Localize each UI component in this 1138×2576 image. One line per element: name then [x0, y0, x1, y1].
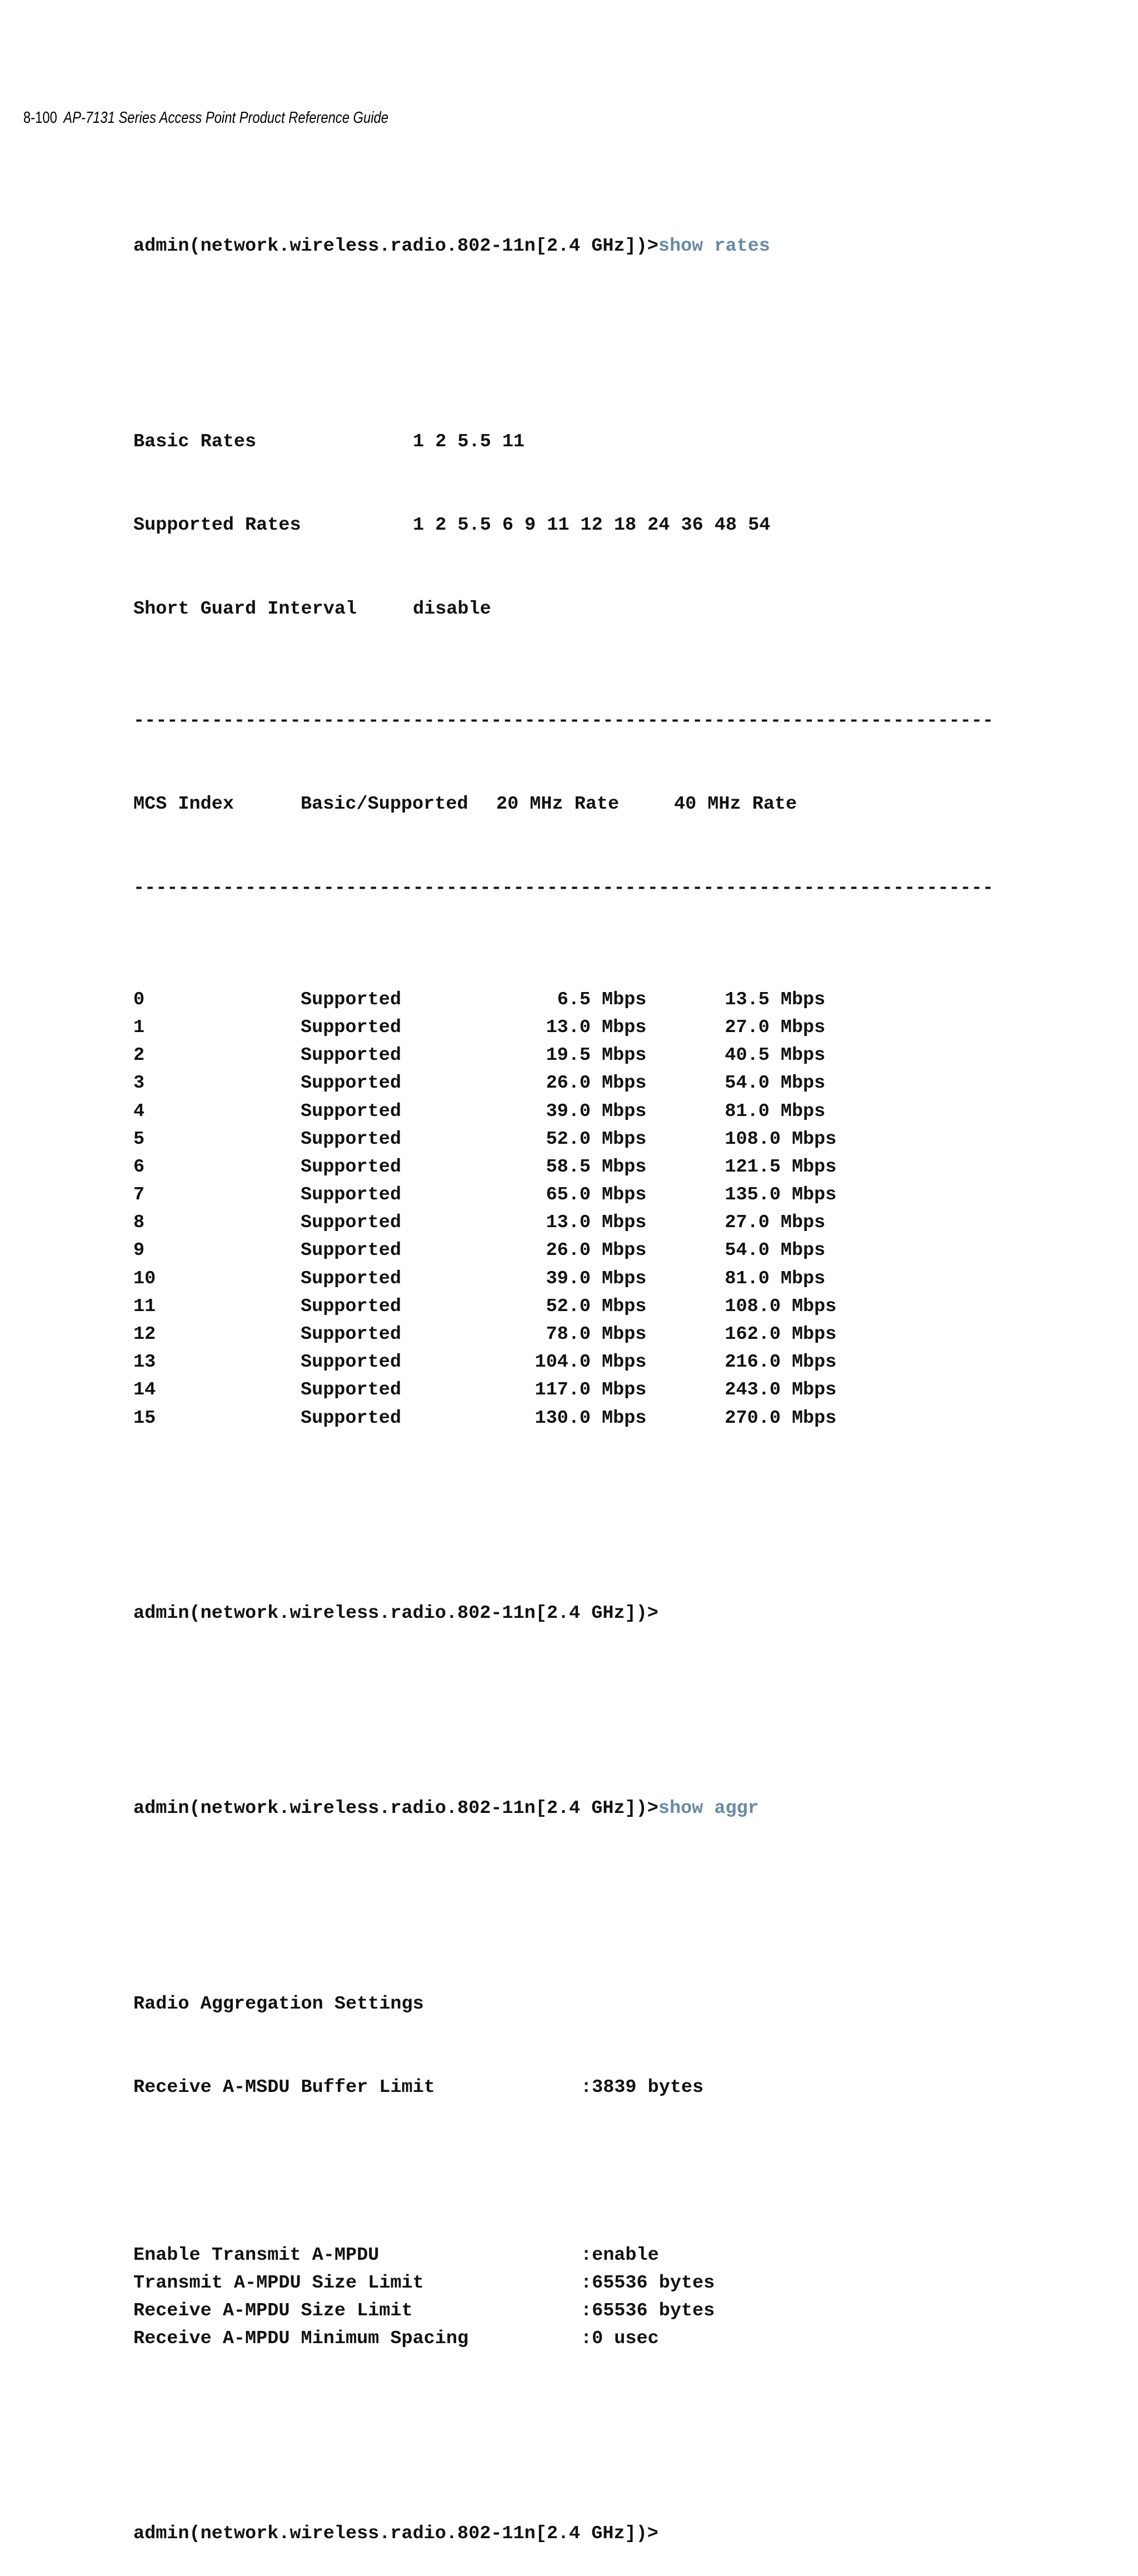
command-show-aggr: show aggr	[658, 1798, 759, 1820]
info-value: disable	[413, 598, 491, 620]
cli-prompt: admin(network.wireless.radio.802-11n[2.4 GHz])>	[133, 236, 658, 257]
unit-cell: Mbps	[602, 1100, 647, 1122]
rate-20mhz-cell: 65.0	[546, 1184, 591, 1206]
rate-20mhz-cell: 39.0	[546, 1268, 591, 1289]
table-row	[133, 1014, 994, 1042]
aggr-value: :enable	[581, 2244, 659, 2266]
support-cell: Supported	[301, 989, 401, 1010]
mcs-index-cell: 12	[133, 1324, 156, 1346]
table-row	[133, 1237, 994, 1264]
mcs-index-cell: 10	[133, 1268, 156, 1289]
unit-cell: Mbps	[791, 1184, 837, 1206]
table-row	[133, 1042, 994, 1069]
info-label: Supported Rates	[133, 515, 301, 536]
info-value: 1 2 5.5 11	[413, 431, 525, 452]
rate-20mhz-cell: 13.0	[546, 1017, 591, 1038]
rate-20mhz-cell: 117.0	[535, 1379, 591, 1401]
rate-40mhz-cell: 27.0	[725, 1212, 770, 1234]
aggr-value: :3839 bytes	[581, 2077, 704, 2099]
support-cell: Supported	[301, 1128, 401, 1150]
rate-40mhz-cell: 40.5	[725, 1045, 770, 1067]
unit-cell: Mbps	[791, 1156, 837, 1178]
aggr-value: :65536 bytes	[581, 2300, 715, 2321]
aggr-row	[133, 2269, 994, 2297]
mcs-index-cell: 9	[133, 1240, 145, 1262]
cli-prompt: admin(network.wireless.radio.802-11n[2.4 GHz])>	[133, 1602, 658, 1624]
unit-cell: Mbps	[602, 1240, 647, 1262]
table-divider: -----------------------------------------------------------------------------	[133, 877, 994, 899]
aggr-settings	[133, 2241, 994, 2353]
table-row	[133, 1153, 994, 1181]
column-header-40mhz: 40 MHz Rate	[674, 794, 797, 815]
unit-cell: Mbps	[602, 1045, 647, 1067]
rate-20mhz-cell: 26.0	[546, 1240, 591, 1262]
aggr-row	[133, 2325, 994, 2353]
info-label: Basic Rates	[133, 431, 257, 452]
info-row-short-guard-interval	[133, 595, 994, 623]
table-row	[133, 1069, 994, 1097]
unit-cell: Mbps	[602, 989, 647, 1010]
command-show-rates: show rates	[658, 236, 770, 257]
mcs-index-cell: 13	[133, 1352, 156, 1373]
unit-cell: Mbps	[791, 1352, 837, 1373]
mcs-index-cell: 0	[133, 989, 145, 1010]
support-cell: Supported	[301, 1268, 401, 1289]
unit-cell: Mbps	[780, 1017, 826, 1038]
support-cell: Supported	[301, 1017, 401, 1038]
unit-cell: Mbps	[602, 1296, 647, 1317]
unit-cell: Mbps	[780, 1268, 826, 1289]
rate-40mhz-cell: 81.0	[725, 1100, 770, 1122]
mcs-index-cell: 15	[133, 1407, 156, 1429]
mcs-index-cell: 8	[133, 1212, 145, 1234]
info-value: 1 2 5.5 6 9 11 12 18 24 36 48 54	[413, 515, 771, 536]
aggr-value: :0 usec	[581, 2328, 659, 2350]
unit-cell: Mbps	[791, 1379, 837, 1401]
unit-cell: Mbps	[791, 1324, 837, 1346]
support-cell: Supported	[301, 1324, 401, 1346]
rate-40mhz-cell: 54.0	[725, 1240, 770, 1262]
mcs-index-cell: 7	[133, 1184, 145, 1206]
aggr-label: Receive A-MSDU Buffer Limit	[133, 2077, 435, 2099]
aggr-label: Receive A-MPDU Minimum Spacing	[133, 2328, 469, 2350]
cli-output	[133, 177, 994, 2576]
table-row	[133, 1404, 994, 1432]
aggr-row	[133, 2297, 994, 2325]
info-row-basic-rates	[133, 428, 994, 456]
rate-40mhz-cell: 243.0	[725, 1379, 781, 1401]
info-label: Short Guard Interval	[133, 598, 357, 620]
unit-cell: Mbps	[780, 1240, 826, 1262]
mcs-index-cell: 2	[133, 1045, 145, 1067]
prompt-line	[133, 2520, 994, 2548]
prompt-line	[133, 1600, 994, 1627]
support-cell: Supported	[301, 1156, 401, 1178]
table-row	[133, 1293, 994, 1321]
rate-20mhz-cell: 130.0	[535, 1407, 591, 1429]
rate-20mhz-cell: 39.0	[546, 1100, 591, 1122]
column-header-basic-supported: Basic/Supported	[301, 794, 468, 815]
table-divider: -----------------------------------------------------------------------------	[133, 710, 994, 731]
unit-cell: Mbps	[602, 1017, 647, 1038]
mcs-table-body	[133, 986, 994, 1432]
rate-40mhz-cell: 108.0	[725, 1128, 781, 1150]
column-header-20mhz: 20 MHz Rate	[496, 794, 620, 815]
aggr-row-msdu	[133, 2074, 994, 2101]
table-row	[133, 1376, 994, 1404]
command-line-aggr	[133, 1795, 994, 1822]
rate-40mhz-cell: 270.0	[725, 1407, 781, 1429]
support-cell: Supported	[301, 1045, 401, 1067]
rate-40mhz-cell: 81.0	[725, 1268, 770, 1289]
unit-cell: Mbps	[791, 1407, 837, 1429]
info-row-supported-rates	[133, 511, 994, 539]
aggr-value: :65536 bytes	[581, 2272, 715, 2294]
unit-cell: Mbps	[602, 1156, 647, 1178]
table-row	[133, 1321, 994, 1348]
unit-cell: Mbps	[602, 1073, 647, 1094]
cli-prompt: admin(network.wireless.radio.802-11n[2.4 GHz])>	[133, 2523, 658, 2545]
unit-cell: Mbps	[791, 1128, 837, 1150]
rate-40mhz-cell: 27.0	[725, 1017, 770, 1038]
rate-40mhz-cell: 13.5	[725, 989, 770, 1010]
unit-cell: Mbps	[602, 1184, 647, 1206]
unit-cell: Mbps	[602, 1212, 647, 1234]
rate-40mhz-cell: 135.0	[725, 1184, 781, 1206]
support-cell: Supported	[301, 1240, 401, 1262]
mcs-index-cell: 14	[133, 1379, 156, 1401]
rate-20mhz-cell: 52.0	[546, 1128, 591, 1150]
aggr-title: Radio Aggregation Settings	[133, 1993, 424, 2015]
mcs-index-cell: 4	[133, 1100, 145, 1122]
rate-20mhz-cell: 13.0	[546, 1212, 591, 1234]
aggr-label: Receive A-MPDU Size Limit	[133, 2300, 413, 2321]
mcs-index-cell: 1	[133, 1017, 145, 1038]
mcs-index-cell: 5	[133, 1128, 145, 1150]
rate-40mhz-cell: 54.0	[725, 1073, 770, 1094]
unit-cell: Mbps	[602, 1407, 647, 1429]
table-row	[133, 1181, 994, 1209]
unit-cell: Mbps	[791, 1296, 837, 1317]
support-cell: Supported	[301, 1073, 401, 1094]
cli-prompt: admin(network.wireless.radio.802-11n[2.4 GHz])>	[133, 1798, 658, 1820]
unit-cell: Mbps	[602, 1268, 647, 1289]
support-cell: Supported	[301, 1296, 401, 1317]
unit-cell: Mbps	[780, 1073, 826, 1094]
support-cell: Supported	[301, 1184, 401, 1206]
table-row	[133, 1098, 994, 1125]
unit-cell: Mbps	[602, 1352, 647, 1373]
unit-cell: Mbps	[602, 1324, 647, 1346]
unit-cell: Mbps	[780, 1045, 826, 1067]
guide-title: AP-7131 Series Access Point Product Reference Guide	[63, 109, 388, 127]
rate-20mhz-cell: 104.0	[535, 1352, 591, 1373]
page-number: 8-100	[23, 109, 57, 127]
support-cell: Supported	[301, 1379, 401, 1401]
unit-cell: Mbps	[780, 1212, 826, 1234]
rate-20mhz-cell: 52.0	[546, 1296, 591, 1317]
rate-20mhz-cell: 19.5	[546, 1045, 591, 1067]
mcs-index-cell: 11	[133, 1296, 156, 1317]
mcs-index-cell: 3	[133, 1073, 145, 1094]
unit-cell: Mbps	[780, 989, 826, 1010]
rate-20mhz-cell: 26.0	[546, 1073, 591, 1094]
command-line-rates	[133, 232, 994, 260]
rate-20mhz-cell: 58.5	[546, 1156, 591, 1178]
support-cell: Supported	[301, 1100, 401, 1122]
rate-40mhz-cell: 162.0	[725, 1324, 781, 1346]
rate-40mhz-cell: 121.5	[725, 1156, 781, 1178]
table-row	[133, 1348, 994, 1376]
rate-20mhz-cell: 6.5	[557, 989, 591, 1010]
aggr-label: Enable Transmit A-MPDU	[133, 2244, 380, 2266]
support-cell: Supported	[301, 1352, 401, 1373]
support-cell: Supported	[301, 1212, 401, 1234]
rate-40mhz-cell: 216.0	[725, 1352, 781, 1373]
unit-cell: Mbps	[602, 1379, 647, 1401]
table-row	[133, 1265, 994, 1293]
support-cell: Supported	[301, 1407, 401, 1429]
table-row	[133, 1209, 994, 1237]
rate-20mhz-cell: 78.0	[546, 1324, 591, 1346]
unit-cell: Mbps	[780, 1100, 826, 1122]
aggr-row	[133, 2241, 994, 2269]
aggr-label: Transmit A-MPDU Size Limit	[133, 2272, 424, 2294]
page-header	[23, 109, 388, 127]
table-header	[133, 790, 994, 818]
table-row	[133, 1125, 994, 1153]
rate-40mhz-cell: 108.0	[725, 1296, 781, 1317]
table-row	[133, 986, 994, 1014]
unit-cell: Mbps	[602, 1128, 647, 1150]
mcs-index-cell: 6	[133, 1156, 145, 1178]
column-header-mcs-index: MCS Index	[133, 794, 234, 815]
